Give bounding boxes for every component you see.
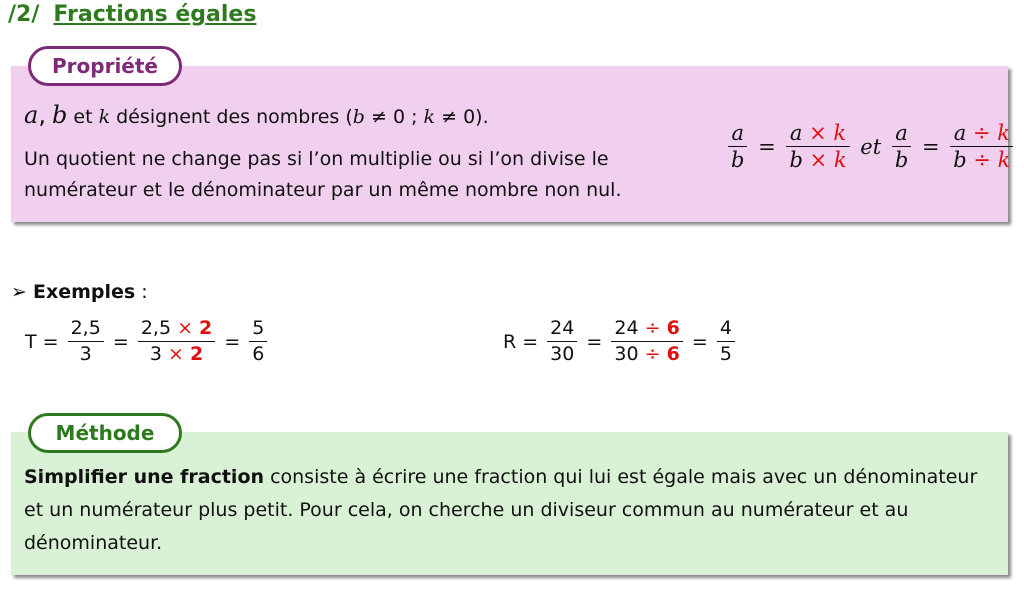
example-r: R = $\frac{24}{30}$ = $\frac{24 \div 6}{30 \div 6}$ = $\frac{4}{5}$ bbox=[500, 316, 735, 367]
examples-heading: ➢ Exemples : bbox=[11, 281, 148, 303]
property-definition: a, b et k désignent des nombres (b ≠ 0 ; k ≠ 0). bbox=[24, 101, 489, 129]
fraction-divided: $\frac{a \div k}{b \div k}$ bbox=[950, 120, 1013, 173]
fraction-a-over-b: $\frac{a}{b}$ bbox=[728, 120, 747, 173]
property-text: Un quotient ne change pas si l’on multiplie ou si l’on divise le numérateur et le dénominateur par un même nombre non nul. bbox=[24, 148, 622, 201]
section-title bbox=[8, 2, 256, 27]
section-title-text: Fractions égales bbox=[53, 2, 257, 27]
property-label: Propriété bbox=[28, 46, 182, 86]
arrow-bullet-icon: ➢ bbox=[11, 281, 27, 303]
property-formula: $\frac{a}{b}$ = $\frac{a \times k}{b \times k}$ et $\frac{a}{b}$ = $\frac{a \div k}{b \div k}$ bbox=[728, 120, 1013, 173]
method-label: Méthode bbox=[28, 413, 182, 453]
method-text: Simplifier une fraction consiste à écrire une fraction qui lui est égale mais avec un dénominateur et un numérateur plus petit. Pour cela, on cherche un diviseur commun au numérateur et au dénominateur. bbox=[24, 466, 978, 554]
fraction-a-over-b-2: $\frac{a}{b}$ bbox=[892, 120, 911, 173]
example-t: T = $\frac{2,5}{3}$ = $\frac{2,5 \times 2}{3 \times 2}$ = $\frac{5}{6}$ bbox=[22, 316, 267, 367]
fraction-multiplied: $\frac{a \times k}{b \times k}$ bbox=[786, 120, 849, 173]
section-number: /2/ bbox=[8, 2, 40, 27]
